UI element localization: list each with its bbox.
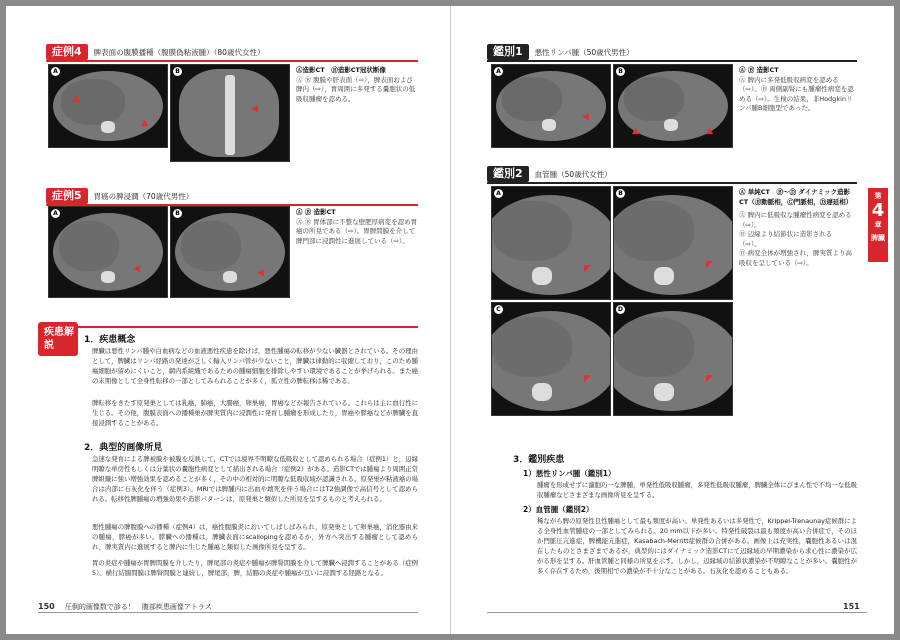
arrow-icon: ◀ — [257, 268, 264, 278]
arrow-icon: ◀ — [251, 104, 258, 114]
diff2-caption-text2: Ⓑ 辺縁より結節状に造影される（⇨）。 — [739, 230, 833, 248]
diff1-rule — [487, 60, 857, 62]
diff2-header — [487, 166, 612, 182]
section-rule — [78, 326, 418, 328]
ct-liver — [614, 201, 694, 261]
paragraph: 急速な発育による脾被膜や被膜を反映して，CTでは境界不明瞭な低吸収として認められる場合（症例1）と，辺縁明瞭な単房性もしくは分葉状の嚢胞性病変として描出される場合（症例2）がある。造影CTでは腫瘍より周囲正常脾組織に強い増強効果を認めることが多く，その中の相対的に明瞭な低吸収域が認識される。原発巣が粘液癌の場合は内部に石灰化を伴う（症例3）。MRIでは脾腫内に出血や壊死を伴う場合にはT2強調像で高信号として認められる。転移性脾腫瘍の増強効果や造影パターンは，原発巣と類似した所見を呈するものと考えられる。 — [92, 455, 418, 503]
case5-ct-a — [48, 206, 168, 298]
chapter-label-top: 第 — [874, 192, 882, 200]
diff2-caption-text1: Ⓐ 脾内に低吸収な腫瘤性病変を認める（⇨）。 — [739, 211, 852, 229]
arrow-icon: ◤ — [584, 264, 591, 274]
ct-spine — [664, 119, 678, 131]
right-page — [451, 6, 894, 634]
diff2-ct-a — [491, 186, 611, 300]
book-title: 圧倒的画像数で診る！ 腹部疾患画像アトラス — [64, 603, 212, 611]
arrow-icon: ▲ — [706, 126, 713, 136]
arrow-icon: ▲ — [73, 94, 80, 104]
case4-caption — [296, 66, 418, 104]
diff2-ct-c — [491, 302, 611, 416]
img-label: C — [494, 305, 503, 314]
left-page — [6, 6, 450, 634]
case5-ct-b — [170, 206, 290, 298]
diff2-tag: 鑑別2 — [487, 166, 529, 182]
arrow-icon: ◀ — [582, 112, 589, 122]
case5-tag: 症例5 — [46, 188, 88, 204]
book-spread — [6, 6, 894, 634]
diff2-caption — [739, 188, 853, 268]
arrow-icon: ▲ — [141, 118, 148, 128]
paragraph: 悪性腫瘍の脾腹膜への播種（症例4）は，癌性腹膜炎においてしばしばみられ，原発巣として卵巣癌，消化器由来の腫瘍，膵癌が多い。膵臓への播種は，脾臓表面にscallopingを認めるか，外方へ突出する腫瘤として認められ，脾実質内に進展すると脾内に生じた腫瘍と類似した画像所見を呈する。 — [92, 523, 418, 551]
arrow-icon: ▲ — [632, 126, 639, 136]
diff1-tag: 鑑別1 — [487, 44, 529, 60]
diff1-caption-title: Ⓐ Ⓑ 造影CT — [739, 66, 779, 74]
ct-spine — [654, 267, 674, 285]
heading-disease-concept: 1．疾患概念 — [84, 335, 136, 345]
case4-ct-b — [170, 64, 290, 162]
case5-caption — [296, 208, 418, 246]
right-footer — [843, 602, 860, 611]
diff2-caption-text3: Ⓓ 病変全体が増強され，脾実質より高吸収を呈している（⇨）。 — [739, 249, 852, 267]
case4-caption-title: Ⓐ造影CT Ⓑ造影CT冠状断像 — [296, 66, 386, 74]
ct-liver — [61, 79, 125, 125]
ct-spine — [101, 271, 115, 283]
case5-header — [46, 188, 193, 204]
arrow-icon: ◀ — [133, 264, 140, 274]
footer-rule — [487, 612, 867, 613]
heading-differential: 3．鑑別疾患 — [513, 455, 565, 465]
ct-liver — [181, 221, 241, 271]
case5-caption-title: Ⓐ Ⓑ 造影CT — [296, 208, 336, 216]
diff1-header — [487, 44, 634, 60]
ct-spine — [532, 383, 552, 401]
ct-liver — [614, 317, 694, 377]
img-label: A — [494, 189, 503, 198]
diff2-rule — [487, 182, 857, 184]
heading-imaging-findings: 2．典型的画像所見 — [84, 443, 163, 453]
ct-liver — [59, 221, 119, 271]
case4-ct-a — [48, 64, 168, 148]
diff1-caption-text: Ⓐ 脾内に多発低吸収病変を認める（⇨）。Ⓑ 両側副腎にも腫瘤性病変を認める（⇨）。生検の結果，非Hodgkinリンパ腫B細胞型であった。 — [739, 75, 854, 112]
paragraph: 稀ながら脾の原発性良性腫瘍として最も頻度が高い。単発性あるいは多発性で，Krippel-Trenaunay症候群による全身性血管腫症の一部としてみられる。20 mm以下が多い。特発性破裂は最も頻度が高い合併症で，そのほか門脈圧亢進症，脾機能亢進症，Kasabach-Merritt症候群の合併がある。画像上は充実性，嚢胞性あるいは混在したものとさまざまであるが，典型的にはダイナミック造影CTにて辺縁域の早期濃染から求心性に濃染が広がる形を呈する。肝血管腫と同様の所見を示す。しかし，辺縁域の結節状濃染が不明瞭なことが多い。嚢胞性が多く存在するため，後期相での濃染が不十分なことがある。石灰化を認めることもある。 — [537, 517, 857, 575]
img-label: A — [51, 67, 60, 76]
arrow-icon: ◤ — [584, 374, 591, 384]
diff1-title: 悪性リンパ腫（50歳代男性） — [534, 47, 634, 57]
ct-spine — [101, 121, 115, 133]
ct-liver — [502, 77, 562, 121]
ct-spine — [223, 271, 237, 283]
img-label: D — [616, 305, 625, 314]
case4-caption-text: Ⓐ Ⓑ 腹膜や肝表面（⇨），脾表面および脾内（⇨），胃周囲に多発する嚢胞状の低吸収腫瘤を認める。 — [296, 75, 416, 103]
diff1-ct-a — [491, 64, 611, 148]
diff1-caption — [739, 66, 857, 114]
chapter-tab[interactable] — [868, 188, 888, 262]
ct-liver — [624, 77, 684, 121]
ct-liver — [492, 201, 572, 261]
case4-tag: 症例4 — [46, 44, 88, 60]
case4-header — [46, 44, 264, 60]
arrow-icon: ◤ — [706, 374, 713, 384]
img-label: B — [173, 67, 182, 76]
case4-rule — [46, 60, 418, 62]
case5-caption-text: Ⓐ Ⓑ 胃体部に不整な壁肥厚病変を認め胃癌の所見である（⇨）。胃脾間膜を介して脾門部に浸潤性に進展している（⇨）。 — [296, 217, 418, 245]
ct-liver — [492, 317, 572, 377]
chapter-label: 章 — [874, 221, 882, 229]
paragraph: 胃の炎症や腫瘍が胃脾間膜を介したり，脾尾部の炎症や腫瘍が脾腎間膜を介して脾臓へ浸潤することがある（症例5）。横行結腸間膜は脾腎間膜と連続し，脾尾部，脾，結腸の炎症や腫瘍が互いに浸潤する経路となる。 — [92, 559, 418, 577]
img-label: B — [616, 67, 625, 76]
case4-title: 脾表面の腹膜播種（腹膜偽粘液腫）（80歳代女性） — [93, 47, 265, 57]
ct-spine — [225, 75, 235, 155]
page-number: 150 — [38, 602, 55, 611]
ct-spine — [532, 267, 552, 285]
paragraph: 脾臓は悪性リンパ腫や白血病などの血液悪性疾患を除けば，悪性腫瘍の転移が少ない臓器とされている。その理由として，脾臓はリンパ経路の発達が乏しく輸入リンパ管が少ないこと，脾臓は律動的に収縮しており，このため腫瘍細胞が留めにくいこと，網内系組織であるための腫瘍細胞を排除しやすい環境であることが挙げられる。また癌の末期像として全身性転移の一部としてみられることが多く，孤立性の脾転移は稀である。 — [92, 347, 418, 385]
ct-spine — [542, 119, 556, 131]
subheading-hemangioma: 2）血管腫（鑑別2） — [523, 505, 594, 514]
diff2-title: 血管腫（50歳代女性） — [534, 169, 612, 179]
paragraph: 脾転移をきたす原発巣としては乳癌，肺癌，大腸癌，卵巣癌，胃癌などが報告されている。これらは主に血行性に生じる。その他，腹膜表面への播種巣が脾実質内に浸潤性に発育し腫瘤を形成したり，胃癌や膵癌などが脾臓を直接浸潤することがある。 — [92, 399, 418, 427]
diff2-caption-title: Ⓐ 単純CT Ⓑ〜Ⓓ ダイナミック造影CT（Ⓑ動脈相，Ⓒ門脈相，Ⓓ遅延相） — [739, 188, 853, 206]
chapter-name: 脾臓 — [871, 234, 885, 242]
case5-title: 胃癌の脾浸潤（70歳代男性） — [93, 191, 194, 201]
arrow-icon: ◤ — [706, 260, 713, 270]
ct-spine — [654, 383, 674, 401]
img-label: A — [494, 67, 503, 76]
disease-explanation-badge: 疾患解説 — [38, 322, 78, 356]
chapter-number: 4 — [871, 200, 885, 221]
img-label: A — [51, 209, 60, 218]
paragraph: 腫瘤を形成せずに濾胞巧一な脾腫，単発性低吸収腫瘤，多発性低吸収腫瘤，脾臓全体にびまん性で不均一な低吸収腫瘤などさまざまな画像所見を呈する。 — [537, 481, 857, 499]
img-label: B — [616, 189, 625, 198]
footer-rule — [38, 612, 418, 613]
subheading-lymphoma: 1）悪性リンパ腫（鑑別1） — [523, 469, 616, 478]
diff2-ct-d — [613, 302, 733, 416]
left-footer — [38, 602, 212, 612]
diff2-ct-b — [613, 186, 733, 300]
diff1-ct-b — [613, 64, 733, 148]
img-label: B — [173, 209, 182, 218]
page-number: 151 — [843, 602, 860, 611]
